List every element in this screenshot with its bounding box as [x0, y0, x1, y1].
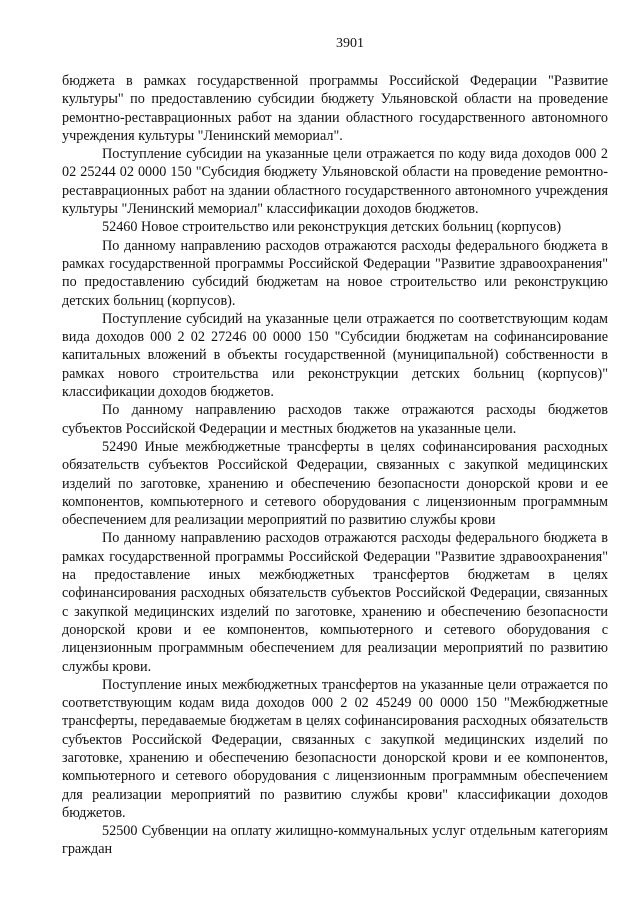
paragraph: Поступление субсидий на указанные цели отражается по соответствующим кодам вида доходов 000 2 02 27246 00 0000 150 "Субсидии бюджетам на софинансирование капитальных вложений в объекты государственной (муниципальной) собственности в рамках нового строительства или реконструкции детских больниц (корпусов)" классификации доходов бюджетов. — [62, 310, 608, 401]
paragraph: Поступление иных межбюджетных трансфертов на указанные цели отражается по соответствующим кодам вида доходов 000 2 02 45249 00 0000 150 "Межбюджетные трансферты, передаваемые бюджетам в целях софинансирования расходных обязательств субъектов Российской Федерации, связанных с закупкой медицинских изделий по заготовке, хранению и обеспечению безопасности донорской крови и ее компонентов, компьютерного и сетевого оборудования с лицензионным программным обеспечением для реализации мероприятий по развитию службы крови" классификации доходов бюджетов. — [62, 676, 608, 821]
section-heading-52490: 52490 Иные межбюджетные трансферты в целях софинансирования расходных обязательств субъектов Российской Федерации, связанных с закупкой медицинских изделий по заготовке, хранению и обеспечению безопасности донорской крови и ее компонентов, компьютерного и сетевого оборудования с лицензионным программным обеспечением для реализации мероприятий по развитию службы крови — [62, 438, 608, 529]
document-body — [62, 72, 608, 859]
paragraph: По данному направлению расходов также отражаются расходы бюджетов субъектов Российской Федерации и местных бюджетов на указанные цели. — [62, 402, 608, 437]
paragraph: Поступление субсидии на указанные цели отражается по коду вида доходов 000 2 02 25244 02 0000 150 "Субсидия бюджету Ульяновской области на проведение ремонтно-реставрационных работ на здании областного государственного автономного учреждения культуры "Ленинский мемориал" классификации доходов бюджетов. — [62, 146, 608, 218]
section-heading-52500: 52500 Субвенции на оплату жилищно-коммунальных услуг отдельным категориям граждан — [62, 823, 608, 858]
paragraph-continuation: бюджета в рамках государственной программы Российской Федерации "Развитие культуры" по предоставлению субсидии бюджету Ульяновской области на проведение ремонтно-реставрационных работ на здании областного государственного автономного учреждения культуры "Ленинский мемориал". — [62, 73, 608, 144]
paragraph: По данному направлению расходов отражаются расходы федерального бюджета в рамках государственной программы Российской Федерации "Развитие здравоохранения" на предоставление иных межбюджетных трансфертов бюджетам в целях софинансирования расходных обязательств субъектов Российской Федерации, связанных с закупкой медицинских изделий по заготовке, хранению и обеспечению безопасности донорской крови и ее компонентов, компьютерного и сетевого оборудования с лицензионным программным обеспечением для реализации мероприятий по развитию службы крови. — [62, 530, 608, 675]
section-heading-52460: 52460 Новое строительство или реконструкция детских больниц (корпусов) — [102, 219, 562, 236]
paragraph: По данному направлению расходов отражаются расходы федерального бюджета в рамках государственной программы Российской Федерации "Развитие здравоохранения" по предоставлению субсидий бюджетам на новое строительство или реконструкцию детских больниц (корпусов). — [62, 237, 608, 309]
page-number: 3901 — [336, 36, 364, 51]
